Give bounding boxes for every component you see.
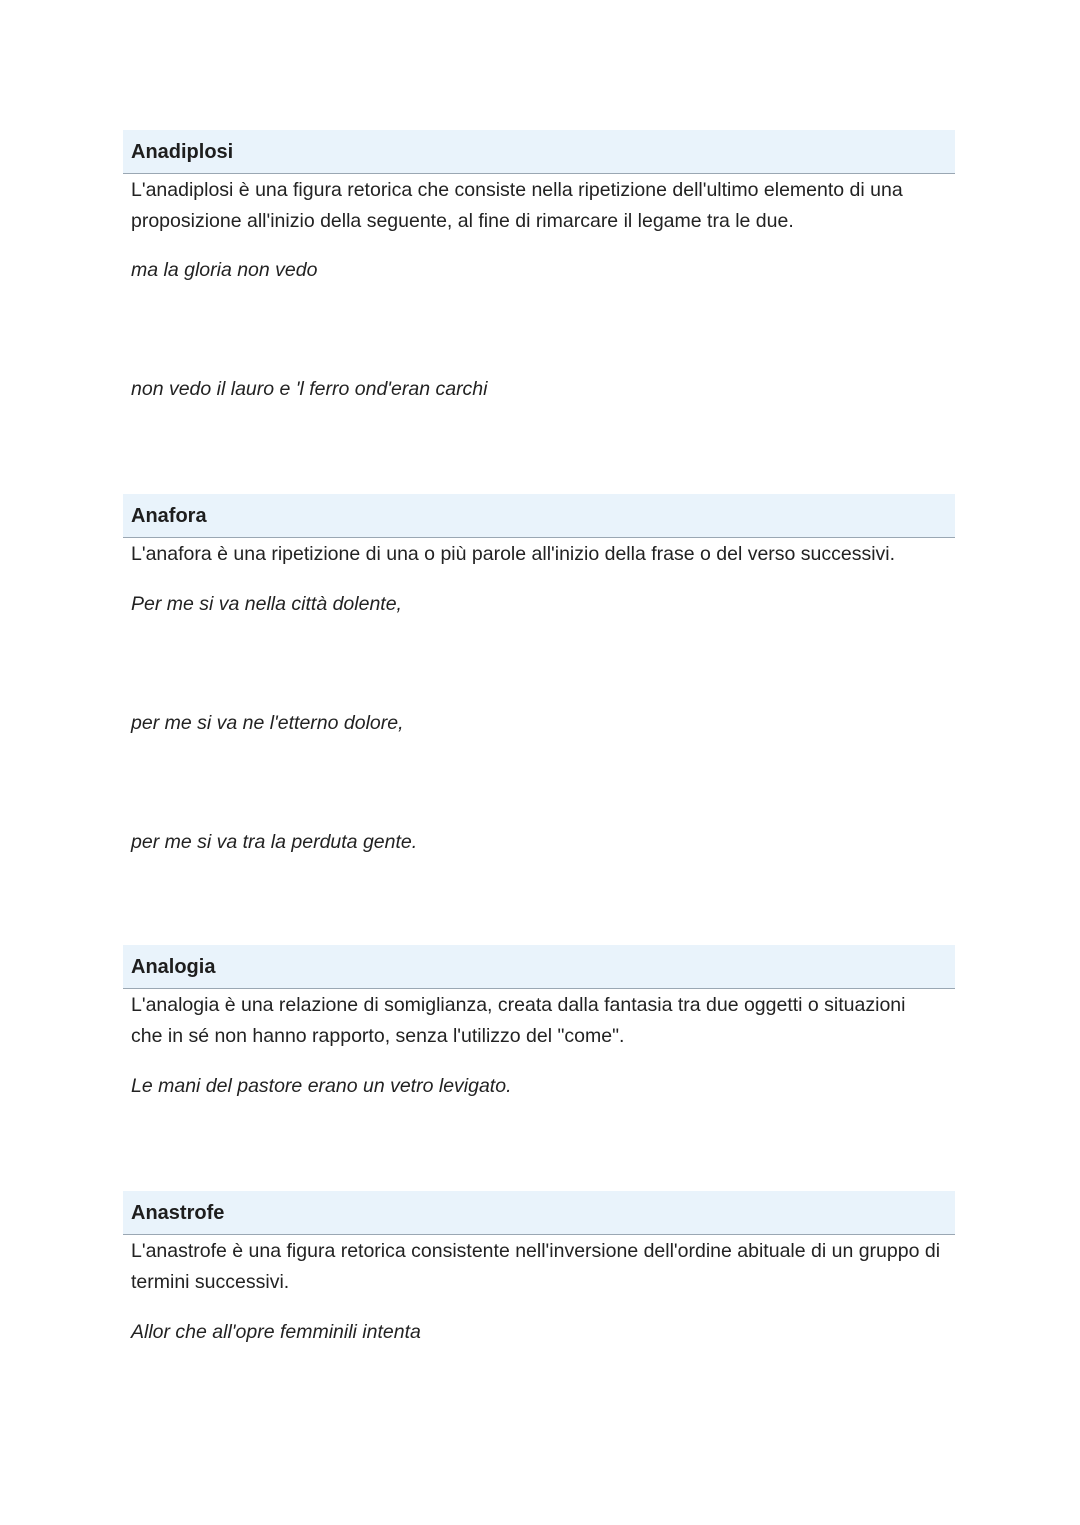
section-heading-bar: [123, 945, 955, 989]
section-heading-bar: [123, 494, 955, 538]
section-anadiplosi: [123, 130, 955, 400]
section-definition: L'anastrofe è una figura retorica consistente nell'inversione dell'ordine abituale di un gruppo di termini successivi.: [131, 1240, 941, 1293]
section-title: Analogia: [131, 956, 216, 978]
section-analogia: [123, 945, 955, 1097]
section-title: Anastrofe: [131, 1202, 225, 1224]
section-title: Anafora: [131, 505, 207, 527]
section-definition: L'anafora è una ripetizione di una o più parole all'inizio della frase o del verso successivi.: [131, 543, 896, 565]
section-definition: L'analogia è una relazione di somiglianza, creata dalla fantasia tra due oggetti o situazioni che in sé non hanno rapporto, senza l'utilizzo del "come".: [131, 994, 906, 1047]
section-heading-bar: [123, 1191, 955, 1235]
section-definition: L'anadiplosi è una figura retorica che consiste nella ripetizione dell'ultimo elemento di una proposizione all'inizio della seguente, al fine di rimarcare il legame tra le due.: [131, 179, 903, 232]
example-verse: Allor che all'opre femminili intenta: [131, 1321, 421, 1343]
section-title: Anadiplosi: [131, 141, 234, 163]
example-verse: non vedo il lauro e 'l ferro ond'eran carchi: [131, 378, 488, 400]
example-verse: per me si va ne l'etterno dolore,: [131, 712, 404, 734]
example-verse: Per me si va nella città dolente,: [131, 593, 402, 615]
example-verse: ma la gloria non vedo: [131, 259, 318, 281]
section-heading-bar: [123, 130, 955, 174]
section-anastrofe: [123, 1191, 955, 1343]
example-verse: Le mani del pastore erano un vetro levigato.: [131, 1075, 512, 1097]
example-verse: per me si va tra la perduta gente.: [131, 831, 418, 853]
section-anafora: [123, 494, 955, 853]
